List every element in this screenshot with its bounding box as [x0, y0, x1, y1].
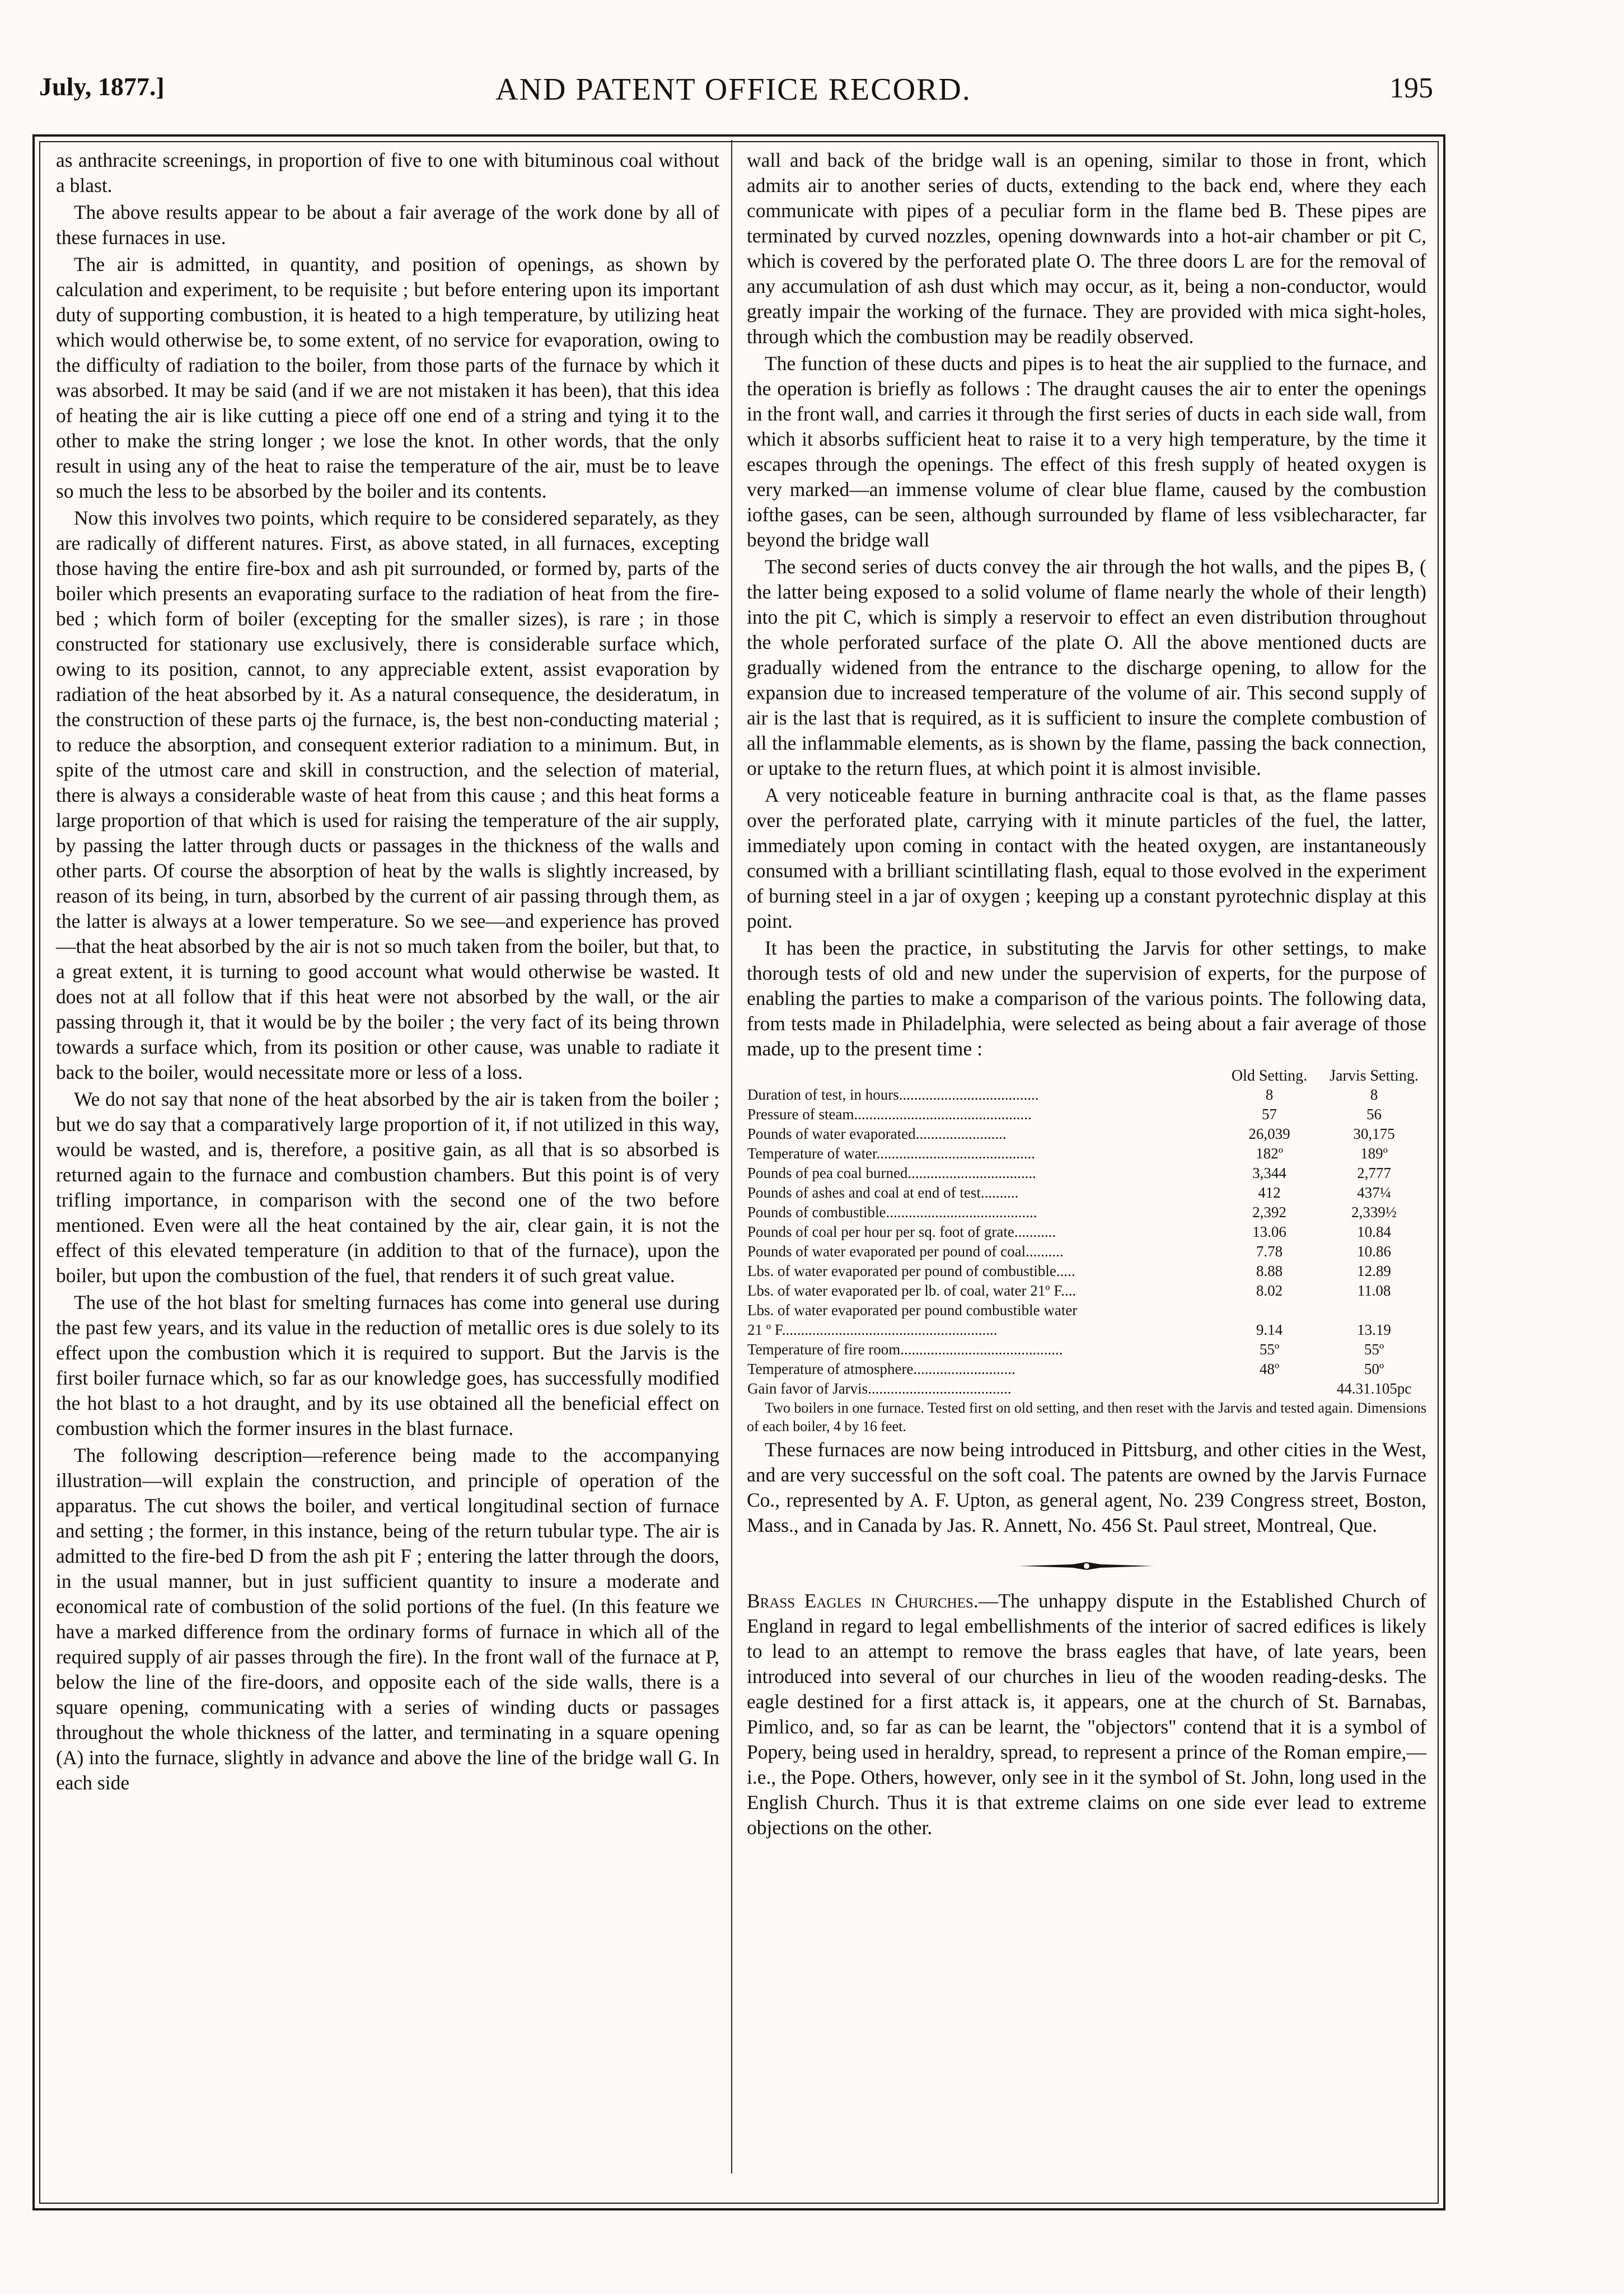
old-setting-value [1217, 1301, 1322, 1320]
jarvis-setting-value: 55º [1364, 1341, 1384, 1358]
article-paragraph: The use of the hot blast for smelting furnaces has come into general use during the past few years, and its value in the reduction of metallic ores is due solely to its effect upon the combustion which it is required to support. But the Jarvis is the first boiler furnace which, so far as our knowledge goes, has successfully modified the hot blast to a hot draught, and by its use obtained all the beneficial effect on combustion which the former insures in the blast furnace. [56, 1291, 719, 1439]
issue-date: July, 1877.] [39, 72, 165, 101]
row-label: Lbs. of water evaporated per pound of combustible..... [747, 1263, 1075, 1279]
old-setting-value: 8.02 [1256, 1282, 1283, 1299]
jarvis-setting-value: 10.84 [1357, 1223, 1391, 1240]
row-label: 21 º F......................................................... [747, 1321, 998, 1338]
table-row [747, 1183, 1426, 1203]
table-row [747, 1281, 1426, 1301]
publication-title: AND PATENT OFFICE RECORD. [495, 72, 971, 107]
row-label: Pounds of ashes and coal at end of test.......... [747, 1184, 1019, 1201]
left-column [56, 148, 719, 1797]
article-paragraph: A very noticeable feature in burning anthracite coal is that, as the flame passes over the perforated plate, carrying with it minute particles of the fuel, the latter, immediately upon coming in contact with the heated oxygen, are instantaneously consumed with a brilliant scintillating flash, equal to those evolved in the experiment of burning steel in a jar of oxygen ; keeping up a constant pyrotechnic display at this point. [747, 784, 1426, 932]
old-setting-value: 8.88 [1256, 1263, 1283, 1279]
section-ornament [747, 1560, 1426, 1572]
old-setting-value: 412 [1258, 1184, 1281, 1201]
article-paragraph: wall and back of the bridge wall is an opening, similar to those in front, which admits air to another series of ducts, extending to the back end, where they each communicate with pipes of a peculiar form in the flame bed B. These pipes are terminated by curved nozzles, opening downwards into a hot-air chamber or pit C, which is covered by the perforated plate O. The three doors L are for the removal of any accumulation of ash dust which may occur, as it, being a non-conductor, would greatly impair the working of the furnace. They are provided with mica sight-holes, through which the combustion may be readily observed. [747, 149, 1426, 348]
row-label: Temperature of fire room........................................... [747, 1341, 1063, 1358]
article-paragraph: Now this involves two points, which require to be considered separately, as they are radically of different natures. First, as above stated, in all furnaces, excepting those having the entire fire-box and ash pit surrounded, or formed by, parts of the boiler which presents an evaporating surface to the radiation of heat from the fire-bed ; which form of boiler (excepting for the smaller sizes), is rare ; in those constructed for stationary use exclusively, there is considerable surface which, owing to its position, cannot, to any appreciable extent, assist evaporation by radiation of the heat absorbed by it. As a natural consequence, the desideratum, in the construction of these parts oj the furnace, is, the best non-conducting material ; to reduce the absorption, and consequent exterior radiation to a minimum. But, in spite of the utmost care and skill in construction, and the selection of material, there is always a considerable waste of heat from this cause ; and this heat forms a large proportion of that which is used for raising the temperature of the air supply, by passing the latter through ducts or passages in the thickness of the walls and other parts. Of course the absorption of heat by the walls is slightly increased, by reason of its being, in turn, absorbed by the current of air passing through them, as the latter is always at a lower temperature. So we see—and experience has proved—that the heat absorbed by the air is not so much taken from the boiler, but that, to a great extent, it is turning to good account what would otherwise be wasted. It does not at all follow that if this heat were not absorbed by the wall, or the air passing through it, that it would be by the boiler ; the very fact of its being thrown towards a surface which, from its position or other cause, was unable to radiate it back to the boiler, would necessitate more or less of a loss. [56, 507, 719, 1083]
column-divider [731, 140, 732, 2174]
right-column [747, 148, 1426, 1842]
old-setting-value: 9.14 [1256, 1321, 1283, 1338]
row-label: Pounds of pea coal burned.................................. [747, 1165, 1036, 1181]
page-number: 195 [1389, 72, 1433, 104]
jarvis-setting-value: 8 [1370, 1086, 1378, 1103]
jarvis-setting-value: 13.19 [1357, 1321, 1391, 1338]
old-setting-value [1217, 1379, 1322, 1399]
jarvis-setting-value: 12.89 [1357, 1263, 1391, 1279]
row-label: Pounds of water evaporated per pound of coal.......... [747, 1243, 1064, 1260]
table-row [747, 1320, 1426, 1340]
old-setting-value: 7.78 [1256, 1243, 1283, 1260]
closing-paragraph: These furnaces are now being introduced in Pittsburg, and other cities in the West, and are very successful on the soft coal. The patents are owned by the Jarvis Furnace Co., represented by A. F. Upton, as general agent, No. 239 Congress street, Boston, Mass., and in Canada by Jas. R. Annett, No. 456 St. Paul street, Montreal, Que. [747, 1438, 1426, 1536]
test-results-table [747, 1067, 1426, 1399]
row-label: Gain favor of Jarvis...................................... [747, 1380, 1012, 1397]
jarvis-setting-value: 189º [1360, 1145, 1388, 1162]
table-row [747, 1163, 1426, 1183]
table-row [747, 1301, 1426, 1320]
table-row [747, 1242, 1426, 1261]
table-row [747, 1144, 1426, 1163]
jarvis-setting-value: 11.08 [1357, 1282, 1391, 1299]
old-setting-value: 55º [1259, 1341, 1280, 1358]
row-label: Lbs. of water evaporated per lb. of coal, water 21º F.... [747, 1282, 1077, 1299]
old-setting-value: 3,344 [1252, 1165, 1286, 1181]
table-row [747, 1085, 1426, 1105]
jarvis-setting-value [1322, 1301, 1426, 1320]
brass-eagles-heading: Brass Eagles in Churches. [747, 1590, 979, 1612]
row-label: Pounds of combustible........................................ [747, 1204, 1037, 1221]
jarvis-setting-value: 2,339½ [1351, 1204, 1397, 1221]
row-label: Duration of test, in hours..................................... [747, 1086, 1039, 1103]
table-footnote: Two boilers in one furnace. Tested first on old setting, and then reset with the Jarvis and tested again. Dimensions of each boiler, 4 by 16 feet. [747, 1400, 1426, 1434]
article-paragraph: It has been the practice, in substituting the Jarvis for other settings, to make thorough tests of old and new under the supervision of experts, for the purpose of enabling the parties to make a comparison of the various points. The following data, from tests made in Philadelphia, were selected as being about a fair average of those made, up to the present time : [747, 937, 1426, 1060]
row-label: Pounds of coal per hour per sq. foot of grate........... [747, 1223, 1056, 1240]
jarvis-setting-value: 2,777 [1357, 1165, 1391, 1181]
old-setting-value: 2,392 [1252, 1204, 1286, 1221]
jarvis-setting-value: 10.86 [1357, 1243, 1391, 1260]
table-header-cell [747, 1067, 1217, 1085]
article-paragraph: as anthracite screenings, in proportion of five to one with bituminous coal without a blast. [56, 149, 719, 197]
row-label: Temperature of water.......................................... [747, 1145, 1035, 1162]
article-paragraph: The following description—reference being made to the accompanying illustration—will explain the construction, and principle of operation of the apparatus. The cut shows the boiler, and vertical longitudinal section of furnace and setting ; the former, in this instance, being of the return tubular type. The air is admitted to the fire-bed D from the ash pit F ; entering the latter through the doors, in the usual manner, but in just sufficient quantity to insure a moderate and economical rate of combustion of the solid portions of the fuel. (In this feature we have a marked difference from the ordinary forms of furnace in which all of the required supply of air passes through the fire). In the front wall of the furnace at P, below the line of the fire-doors, and opposite each of the side walls, there is a square opening, communicating with a series of winding ducts or passages throughout the whole thickness of the latter, and terminating in a square opening (A) into the furnace, slightly in advance and above the line of the bridge wall G. In each side [56, 1444, 719, 1794]
table-row [747, 1359, 1426, 1379]
row-label: Temperature of atmosphere........................... [747, 1361, 1015, 1377]
old-setting-value: 48º [1259, 1361, 1280, 1377]
row-label: Lbs. of water evaporated per pound combustible water [747, 1302, 1078, 1319]
table-row [747, 1203, 1426, 1222]
table-header-cell: Old Setting. [1231, 1067, 1308, 1085]
old-setting-value: 8 [1265, 1086, 1274, 1103]
table-row [747, 1124, 1426, 1144]
table-row [747, 1222, 1426, 1242]
page-header [34, 72, 1433, 116]
row-label: Pressure of steam............................................... [747, 1106, 1032, 1123]
article-paragraph: We do not say that none of the heat absorbed by the air is taken from the boiler ; but we do say that a comparatively large proportion of it, if not utilized in this way, would be wasted, and is, therefore, a positive gain, as all that is so absorbed is returned again to the furnace and combustion chambers. But this point is of very trifling importance, in comparison with the second one of the two before mentioned. Even were all the heat contained by the air, clear gain, it is not the effect of this elevated temperature (in addition to that of the furnace), upon the boiler, but upon the combustion of the fuel, that renders it of such great value. [56, 1088, 719, 1287]
table-row [747, 1379, 1426, 1399]
article-paragraph: The second series of ducts convey the air through the hot walls, and the pipes B, ( the latter being exposed to a solid volume of flame nearly the whole of their length) into the pit C, which is simply a reservoir to effect an even distribution throughout the whole perforated surface of the plate O. All the above mentioned ducts are gradually widened from the entrance to the discharge opening, to allow for the expansion due to increased temperature of the volume of air. This second supply of air is the last that is required, as it is sufficient to insure the complete combustion of all the inflammable elements, as is shown by the flame, passing the back connection, or uptake to the return flues, at which point it is almost invisible. [747, 555, 1426, 779]
article-paragraph: The function of these ducts and pipes is to heat the air supplied to the furnace, and the operation is briefly as follows : The draught causes the air to enter the openings in the front wall, and carries it through the first series of ducts in each side wall, from which it absorbs sufficient heat to raise it to a very high temperature, by the time it escapes through the openings. The effect of this fresh supply of heated oxygen is very marked—an immense volume of clear blue flame, caused by the combustion iofthe gases, can be seen, although surrounded by flame of less vsiblecharacter, far beyond the bridge wall [747, 352, 1426, 551]
table-header-cell: Jarvis Setting. [1330, 1067, 1419, 1085]
brass-eagles-paragraph [747, 1588, 1426, 1840]
table-row [747, 1261, 1426, 1281]
jarvis-setting-value: 50º [1364, 1361, 1384, 1377]
jarvis-setting-value: 56 [1366, 1106, 1382, 1123]
jarvis-setting-value: 30,175 [1353, 1125, 1395, 1142]
table-row [747, 1105, 1426, 1124]
old-setting-value: 182º [1256, 1145, 1283, 1162]
old-setting-value: 57 [1262, 1106, 1277, 1123]
old-setting-value: 13.06 [1252, 1223, 1286, 1240]
jarvis-setting-value: 437¼ [1357, 1184, 1391, 1201]
brass-eagles-body: —The unhappy dispute in the Established Church of England in regard to legal embellishments of the interior of sacred edifices is likely to lead to an attempt to remove the brass eagles that have, of late years, been introduced into several of our churches in lieu of the wooden reading-desks. The eagle destined for a first attack is, it appears, one at the church of St. Barnabas, Pimlico, and, so far as can be learnt, the "objectors" contend that it is a symbol of Popery, being used in heraldry, spread, to represent a prince of the Roman empire,—i.e., the Pope. Others, however, only see in it the symbol of St. John, long used in the English Church. Thus it is that extreme claims on one side ever lead to extreme objections on the other. [747, 1590, 1426, 1839]
row-label: Pounds of water evaporated........................ [747, 1125, 1007, 1142]
old-setting-value: 26,039 [1248, 1125, 1290, 1142]
jarvis-setting-value: 44.31.105pc [1336, 1380, 1412, 1397]
article-paragraph: The above results appear to be about a fair average of the work done by all of these furnaces in use. [56, 201, 719, 249]
article-paragraph: The air is admitted, in quantity, and position of openings, as shown by calculation and experiment, to be requisite ; but before entering upon its important duty of supporting combustion, it is heated to a high temperature, by utilizing heat which would otherwise be, to some extent, of no service for evaporation, owing to the difficulty of radiation to the boiler, from those parts of the furnace by which it was absorbed. It may be said (and if we are not mistaken it has been), that this idea of heating the air is like cutting a piece off one end of a string and tying it to the other to make the string longer ; we lose the knot. In other words, that the only result in using any of the heat to raise the temperature of the air, must be to leave so much the less to be absorbed by the boiler and its contents. [56, 253, 719, 502]
table-row [747, 1340, 1426, 1359]
ornament-divider-icon [1019, 1560, 1154, 1572]
table-header-row [747, 1067, 1426, 1085]
